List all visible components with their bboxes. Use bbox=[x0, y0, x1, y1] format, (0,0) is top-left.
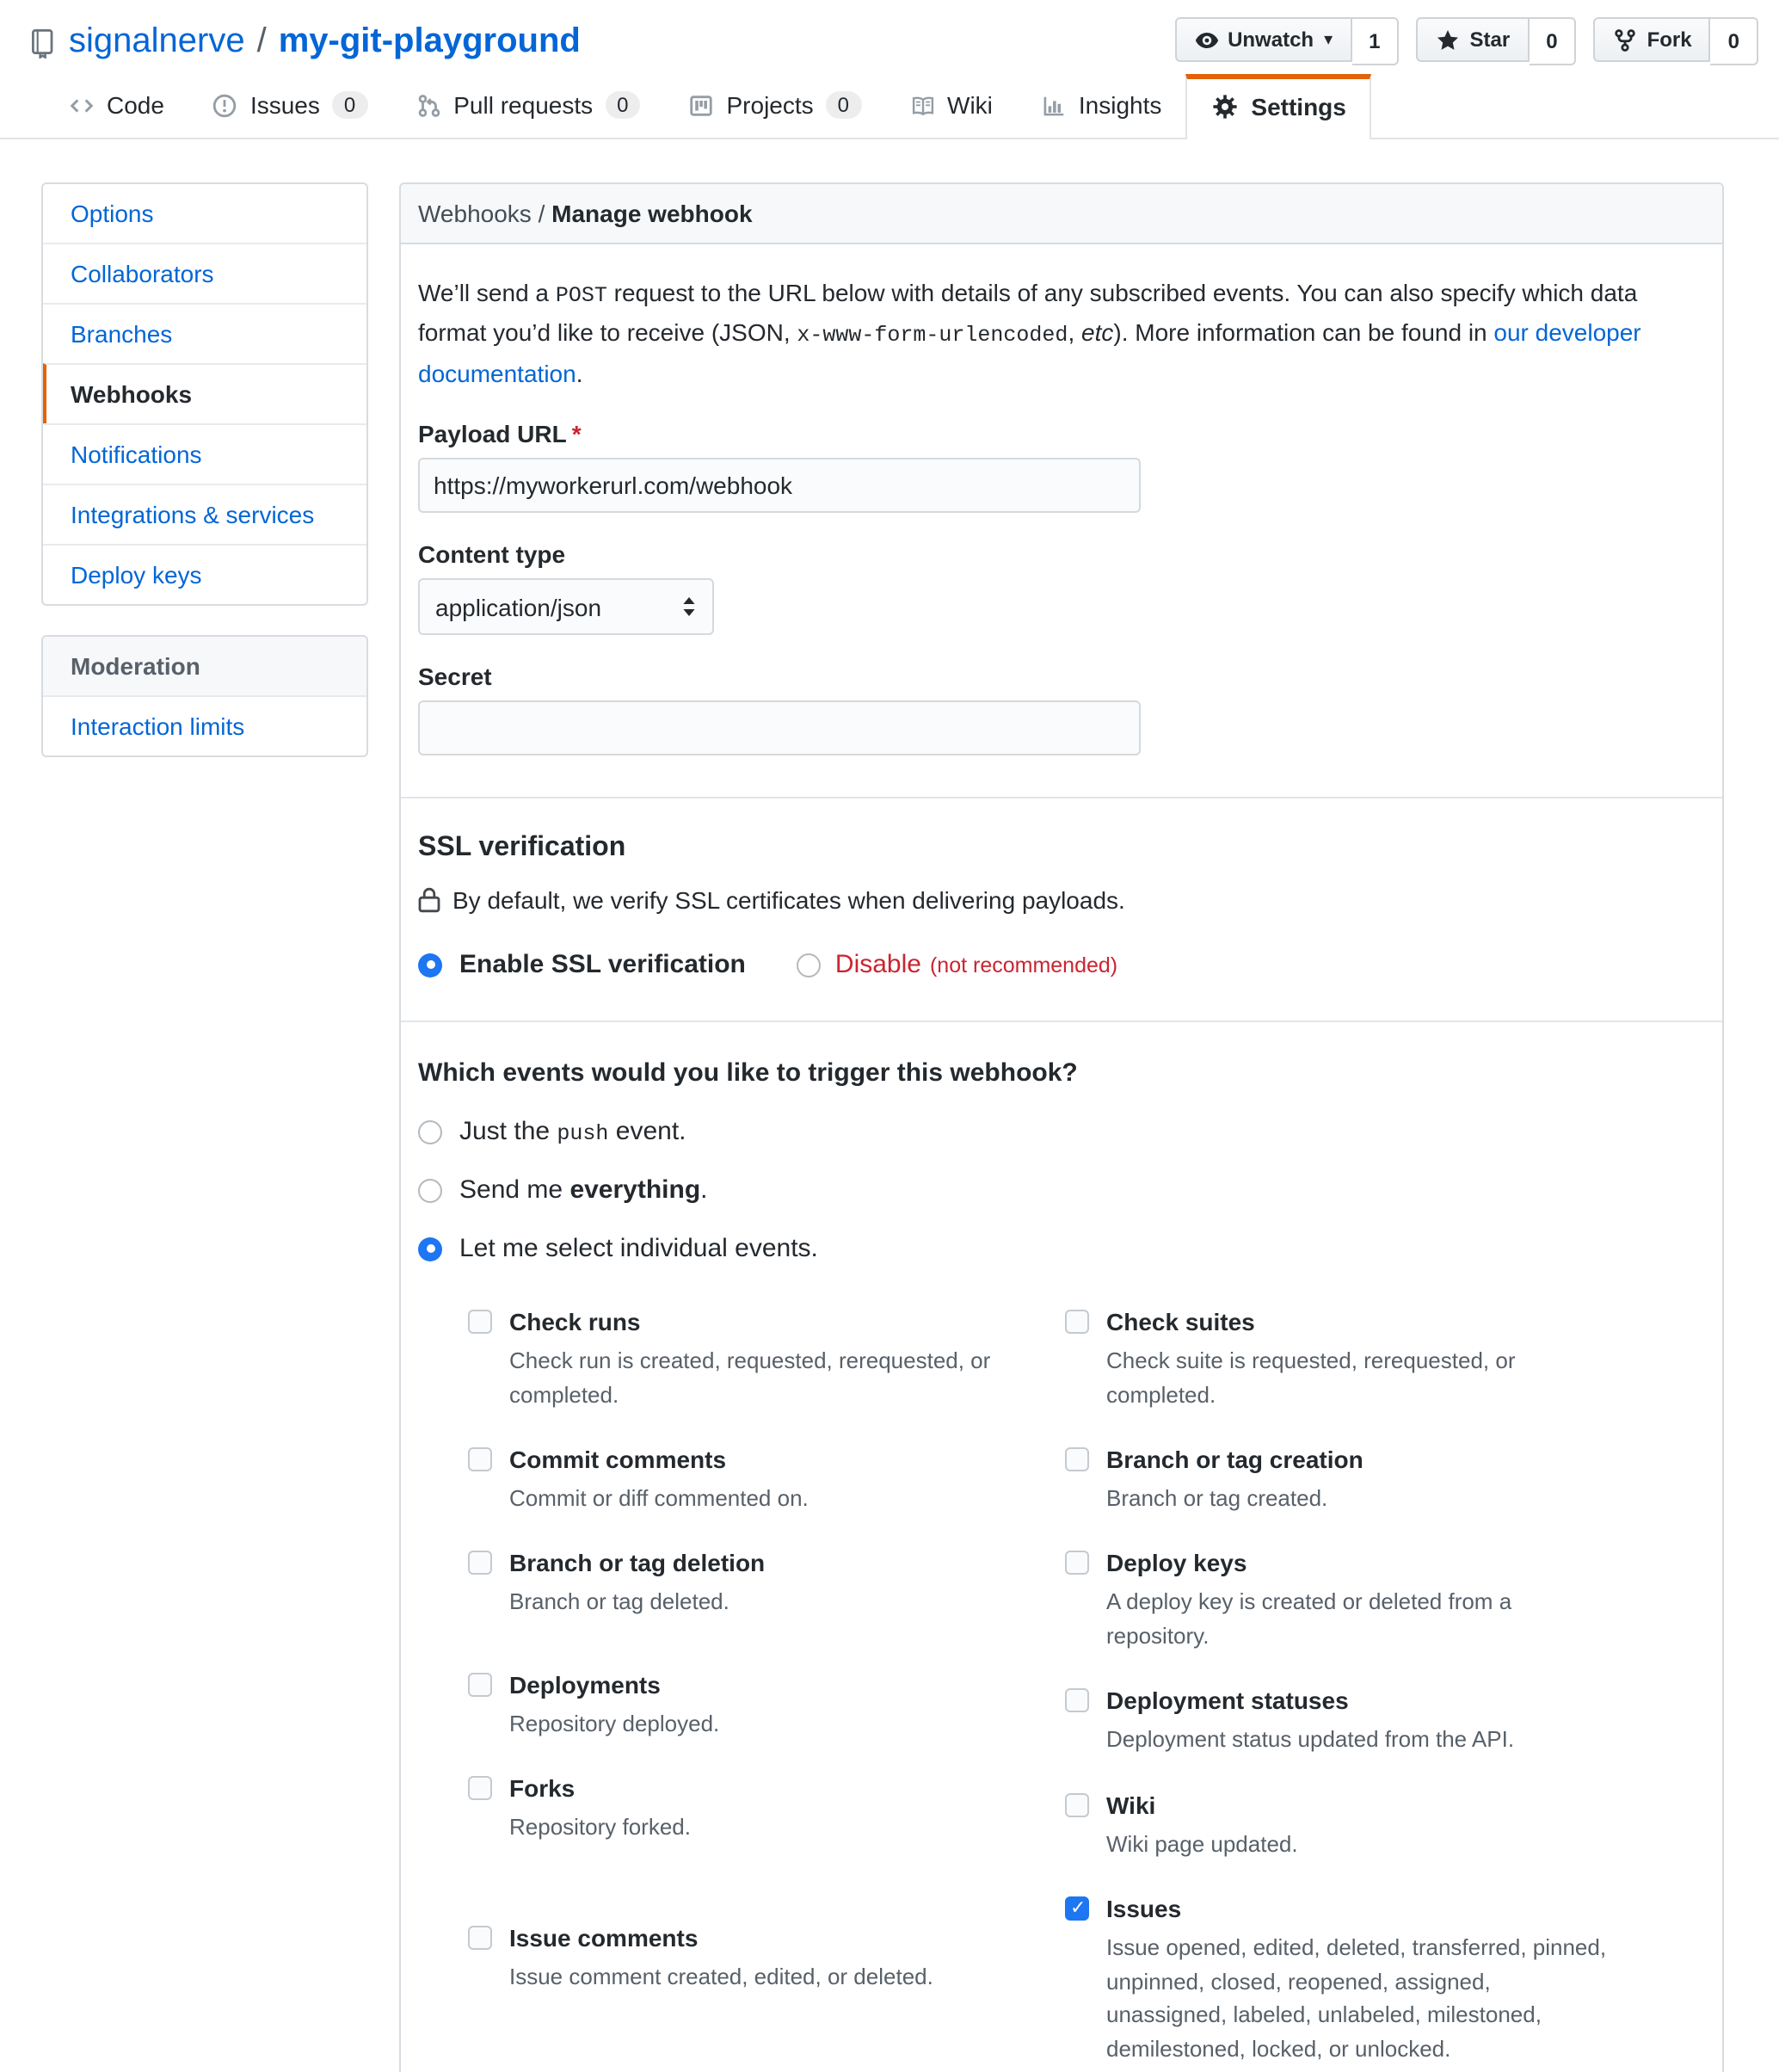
everything-label[interactable]: Send me everything. bbox=[459, 1175, 708, 1206]
required-asterisk: * bbox=[571, 420, 582, 448]
lock-icon bbox=[418, 886, 440, 914]
star-button-group bbox=[1417, 17, 1577, 65]
fork-button-group bbox=[1594, 17, 1758, 65]
sidebar-item-deploy-keys[interactable]: Deploy keys bbox=[43, 544, 366, 604]
developer-documentation-link[interactable]: our developer documentation bbox=[418, 318, 1641, 386]
issues-checkbox[interactable] bbox=[1065, 1896, 1089, 1921]
event-column-left bbox=[468, 1306, 1065, 2072]
forks-checkbox[interactable] bbox=[468, 1776, 492, 1800]
events-question: Which events would you like to trigger this webhook? bbox=[418, 1058, 1078, 1088]
push-event-radio[interactable] bbox=[418, 1119, 442, 1144]
star-label: Star bbox=[1469, 28, 1511, 52]
unwatch-label: Unwatch bbox=[1228, 28, 1314, 52]
event-description: Branch or tag deleted. bbox=[509, 1588, 729, 1615]
everything-radio[interactable] bbox=[418, 1178, 442, 1202]
event-check-runs bbox=[468, 1306, 1065, 1411]
individual-events-label[interactable]: Let me select individual events. bbox=[459, 1234, 818, 1264]
urlencoded-code: x-www-form-urlencoded bbox=[797, 324, 1068, 348]
sidebar-item-integrations[interactable]: Integrations & services bbox=[43, 484, 366, 544]
commit-comments-checkbox[interactable] bbox=[468, 1447, 492, 1471]
enable-ssl-label[interactable]: Enable SSL verification bbox=[459, 950, 746, 980]
sidebar-item-notifications[interactable]: Notifications bbox=[43, 423, 366, 484]
content-type-value: application/json bbox=[435, 593, 602, 621]
deployment-statuses-checkbox[interactable] bbox=[1065, 1689, 1089, 1713]
event-deployments bbox=[468, 1669, 1065, 1741]
event-description: Issue opened, edited, deleted, transferred, pinned, unpinned, closed, reopened, assigned, unassigned, labeled, unlabeled, milestoned, demilestoned, locked, or unlocked. bbox=[1106, 1934, 1607, 2062]
tab-issues[interactable] bbox=[188, 72, 391, 138]
tab-pull-requests[interactable] bbox=[391, 72, 664, 138]
payload-url-input[interactable] bbox=[418, 458, 1141, 513]
chevron-down-icon: ▾ bbox=[1324, 30, 1333, 49]
eye-icon bbox=[1193, 27, 1219, 52]
event-label[interactable]: Check runs bbox=[509, 1308, 641, 1336]
wiki-book-icon bbox=[909, 92, 935, 118]
event-option-individual bbox=[418, 1234, 1705, 1263]
tab-wiki[interactable] bbox=[885, 72, 1017, 138]
event-forks bbox=[468, 1773, 1065, 1844]
wiki-checkbox[interactable] bbox=[1065, 1792, 1089, 1816]
event-issues bbox=[1065, 1893, 1705, 2065]
secret-input[interactable] bbox=[418, 700, 1141, 755]
issues-count-badge: 0 bbox=[332, 91, 367, 119]
webhooks-breadcrumb-link[interactable]: Webhooks bbox=[418, 200, 532, 227]
star-count[interactable]: 0 bbox=[1529, 17, 1576, 65]
sidebar-item-webhooks[interactable]: Webhooks bbox=[43, 363, 366, 423]
event-option-push bbox=[418, 1117, 1705, 1146]
event-description: A deploy key is created or deleted from a repository. bbox=[1106, 1588, 1512, 1649]
check-runs-checkbox[interactable] bbox=[468, 1310, 492, 1334]
sidebar-item-options[interactable]: Options bbox=[71, 200, 154, 227]
repo-breadcrumb bbox=[28, 22, 581, 62]
event-branch-tag-deletion bbox=[468, 1548, 1065, 1619]
branch-tag-creation-checkbox[interactable] bbox=[1065, 1447, 1089, 1471]
tab-projects[interactable] bbox=[665, 72, 886, 138]
event-label[interactable]: Branch or tag creation bbox=[1106, 1446, 1363, 1474]
fork-label: Fork bbox=[1647, 28, 1692, 52]
disable-ssl-radio[interactable] bbox=[797, 953, 822, 977]
ssl-verification-title: SSL verification bbox=[418, 833, 626, 863]
code-icon bbox=[69, 92, 95, 118]
ssl-note bbox=[418, 886, 1705, 914]
deploy-keys-checkbox[interactable] bbox=[1065, 1551, 1089, 1576]
moderation-header: Moderation bbox=[43, 637, 366, 695]
event-label[interactable]: Issue comments bbox=[509, 1923, 699, 1952]
event-label[interactable]: Forks bbox=[509, 1774, 576, 1803]
post-code: POST bbox=[555, 284, 607, 308]
tab-insights-label: Insights bbox=[1078, 91, 1162, 119]
event-commit-comments bbox=[468, 1444, 1065, 1515]
gear-icon bbox=[1211, 93, 1239, 120]
event-description: Deployment status updated from the API. bbox=[1106, 1726, 1515, 1753]
webhook-panel bbox=[399, 182, 1724, 2072]
tab-issues-label: Issues bbox=[249, 91, 320, 119]
event-label[interactable]: Deployment statuses bbox=[1106, 1687, 1349, 1715]
section-divider bbox=[401, 797, 1722, 799]
breadcrumb-page-title: Manage webhook bbox=[551, 200, 753, 227]
tab-wiki-label: Wiki bbox=[947, 91, 993, 119]
event-column-right bbox=[1065, 1306, 1705, 2072]
event-label[interactable]: Commit comments bbox=[509, 1446, 727, 1474]
star-button[interactable] bbox=[1417, 17, 1530, 62]
payload-url-label: Payload URL * bbox=[418, 420, 582, 448]
star-icon bbox=[1436, 27, 1462, 52]
event-check-suites bbox=[1065, 1306, 1705, 1411]
event-label[interactable]: Deploy keys bbox=[1106, 1549, 1247, 1577]
repo-separator: / bbox=[256, 22, 267, 60]
tab-pull-requests-label: Pull requests bbox=[453, 91, 594, 119]
sidebar-item-collaborators[interactable]: Collaborators bbox=[43, 243, 366, 303]
event-issue-comments bbox=[468, 1921, 1065, 1993]
disable-ssl-label[interactable]: Disable bbox=[834, 950, 921, 980]
event-deployment-statuses bbox=[1065, 1686, 1705, 1757]
page-header bbox=[0, 0, 1779, 65]
disable-ssl-option bbox=[797, 950, 1117, 979]
enable-ssl-radio[interactable] bbox=[418, 953, 442, 977]
repo-owner-link[interactable]: signalnerve bbox=[69, 22, 245, 60]
watch-count[interactable]: 1 bbox=[1351, 17, 1399, 65]
pull-request-icon bbox=[416, 92, 441, 118]
event-label[interactable]: Branch or tag deletion bbox=[509, 1549, 766, 1577]
repo-nav bbox=[0, 72, 1779, 139]
watch-button-group bbox=[1174, 17, 1399, 65]
deployments-checkbox[interactable] bbox=[468, 1673, 492, 1697]
unwatch-button[interactable] bbox=[1174, 17, 1351, 62]
section-divider bbox=[401, 1021, 1722, 1022]
event-option-everything bbox=[418, 1175, 1705, 1205]
tab-code-label: Code bbox=[107, 91, 164, 119]
webhook-intro-text: We’ll send a POST request to the URL below with details of any subscribed events. You can also specify which data format you’d like to receive (JSON, x-www-form-urlencoded, etc). More information can be found in our developer documentation. bbox=[418, 279, 1641, 386]
secret-label: Secret bbox=[418, 663, 492, 691]
moderation-menu bbox=[41, 635, 368, 757]
tab-projects-label: Projects bbox=[726, 91, 814, 119]
event-description: Repository forked. bbox=[509, 1814, 691, 1841]
webhook-form bbox=[401, 244, 1722, 2072]
tab-code[interactable] bbox=[45, 72, 188, 138]
event-label[interactable]: Issues bbox=[1106, 1895, 1182, 1923]
push-event-label[interactable]: Just the push event. bbox=[459, 1117, 686, 1147]
event-description: Wiki page updated. bbox=[1106, 1830, 1298, 1857]
repo-name-link[interactable]: my-git-playground bbox=[278, 22, 581, 60]
sidebar-item-branches[interactable]: Branches bbox=[43, 303, 366, 363]
fork-count[interactable]: 0 bbox=[1711, 17, 1758, 65]
fork-icon bbox=[1613, 27, 1639, 52]
event-deploy-keys bbox=[1065, 1548, 1705, 1653]
event-checkbox-grid bbox=[418, 1306, 1705, 2072]
content-area bbox=[0, 139, 1779, 2072]
content-type-select[interactable] bbox=[418, 578, 714, 635]
settings-menu bbox=[41, 182, 368, 606]
event-description: Repository deployed. bbox=[509, 1710, 720, 1736]
event-description: Branch or tag created. bbox=[1106, 1484, 1328, 1511]
event-branch-tag-creation bbox=[1065, 1444, 1705, 1515]
disable-ssl-note: (not recommended) bbox=[929, 953, 1118, 977]
ssl-radio-group bbox=[418, 950, 1705, 979]
pull-requests-count-badge: 0 bbox=[605, 91, 640, 119]
event-label[interactable]: Wiki bbox=[1106, 1791, 1156, 1819]
event-description: Issue comment created, edited, or deleted. bbox=[509, 1963, 933, 1989]
repo-icon bbox=[28, 27, 57, 58]
issue-comments-checkbox[interactable] bbox=[468, 1925, 492, 1949]
breadcrumb-divider: / bbox=[538, 200, 545, 227]
content-type-label: Content type bbox=[418, 540, 566, 569]
settings-sidebar bbox=[41, 182, 368, 757]
event-description: Check run is created, requested, rerequested, or completed. bbox=[509, 1347, 991, 1408]
breadcrumb bbox=[401, 184, 1722, 244]
sidebar-item-interaction-limits[interactable]: Interaction limits bbox=[43, 695, 366, 755]
tab-settings-label: Settings bbox=[1251, 93, 1346, 120]
repo-action-buttons bbox=[1174, 17, 1758, 65]
tab-insights[interactable] bbox=[1017, 72, 1186, 138]
graph-icon bbox=[1041, 92, 1067, 118]
event-label[interactable]: Deployments bbox=[509, 1670, 661, 1699]
branch-tag-deletion-checkbox[interactable] bbox=[468, 1551, 492, 1576]
individual-events-radio[interactable] bbox=[418, 1236, 442, 1261]
check-suites-checkbox[interactable] bbox=[1065, 1310, 1089, 1334]
ssl-note-text: By default, we verify SSL certificates when delivering payloads. bbox=[452, 886, 1125, 915]
event-label[interactable]: Check suites bbox=[1106, 1308, 1255, 1336]
project-board-icon bbox=[689, 92, 715, 118]
event-wiki bbox=[1065, 1789, 1705, 1860]
issue-icon bbox=[212, 92, 238, 118]
fork-button[interactable] bbox=[1594, 17, 1711, 62]
projects-count-badge: 0 bbox=[826, 91, 861, 119]
event-description: Check suite is requested, rerequested, or completed. bbox=[1106, 1347, 1516, 1408]
select-arrows-icon bbox=[681, 595, 697, 618]
event-description: Commit or diff commented on. bbox=[509, 1484, 809, 1511]
tab-settings[interactable] bbox=[1185, 74, 1371, 139]
